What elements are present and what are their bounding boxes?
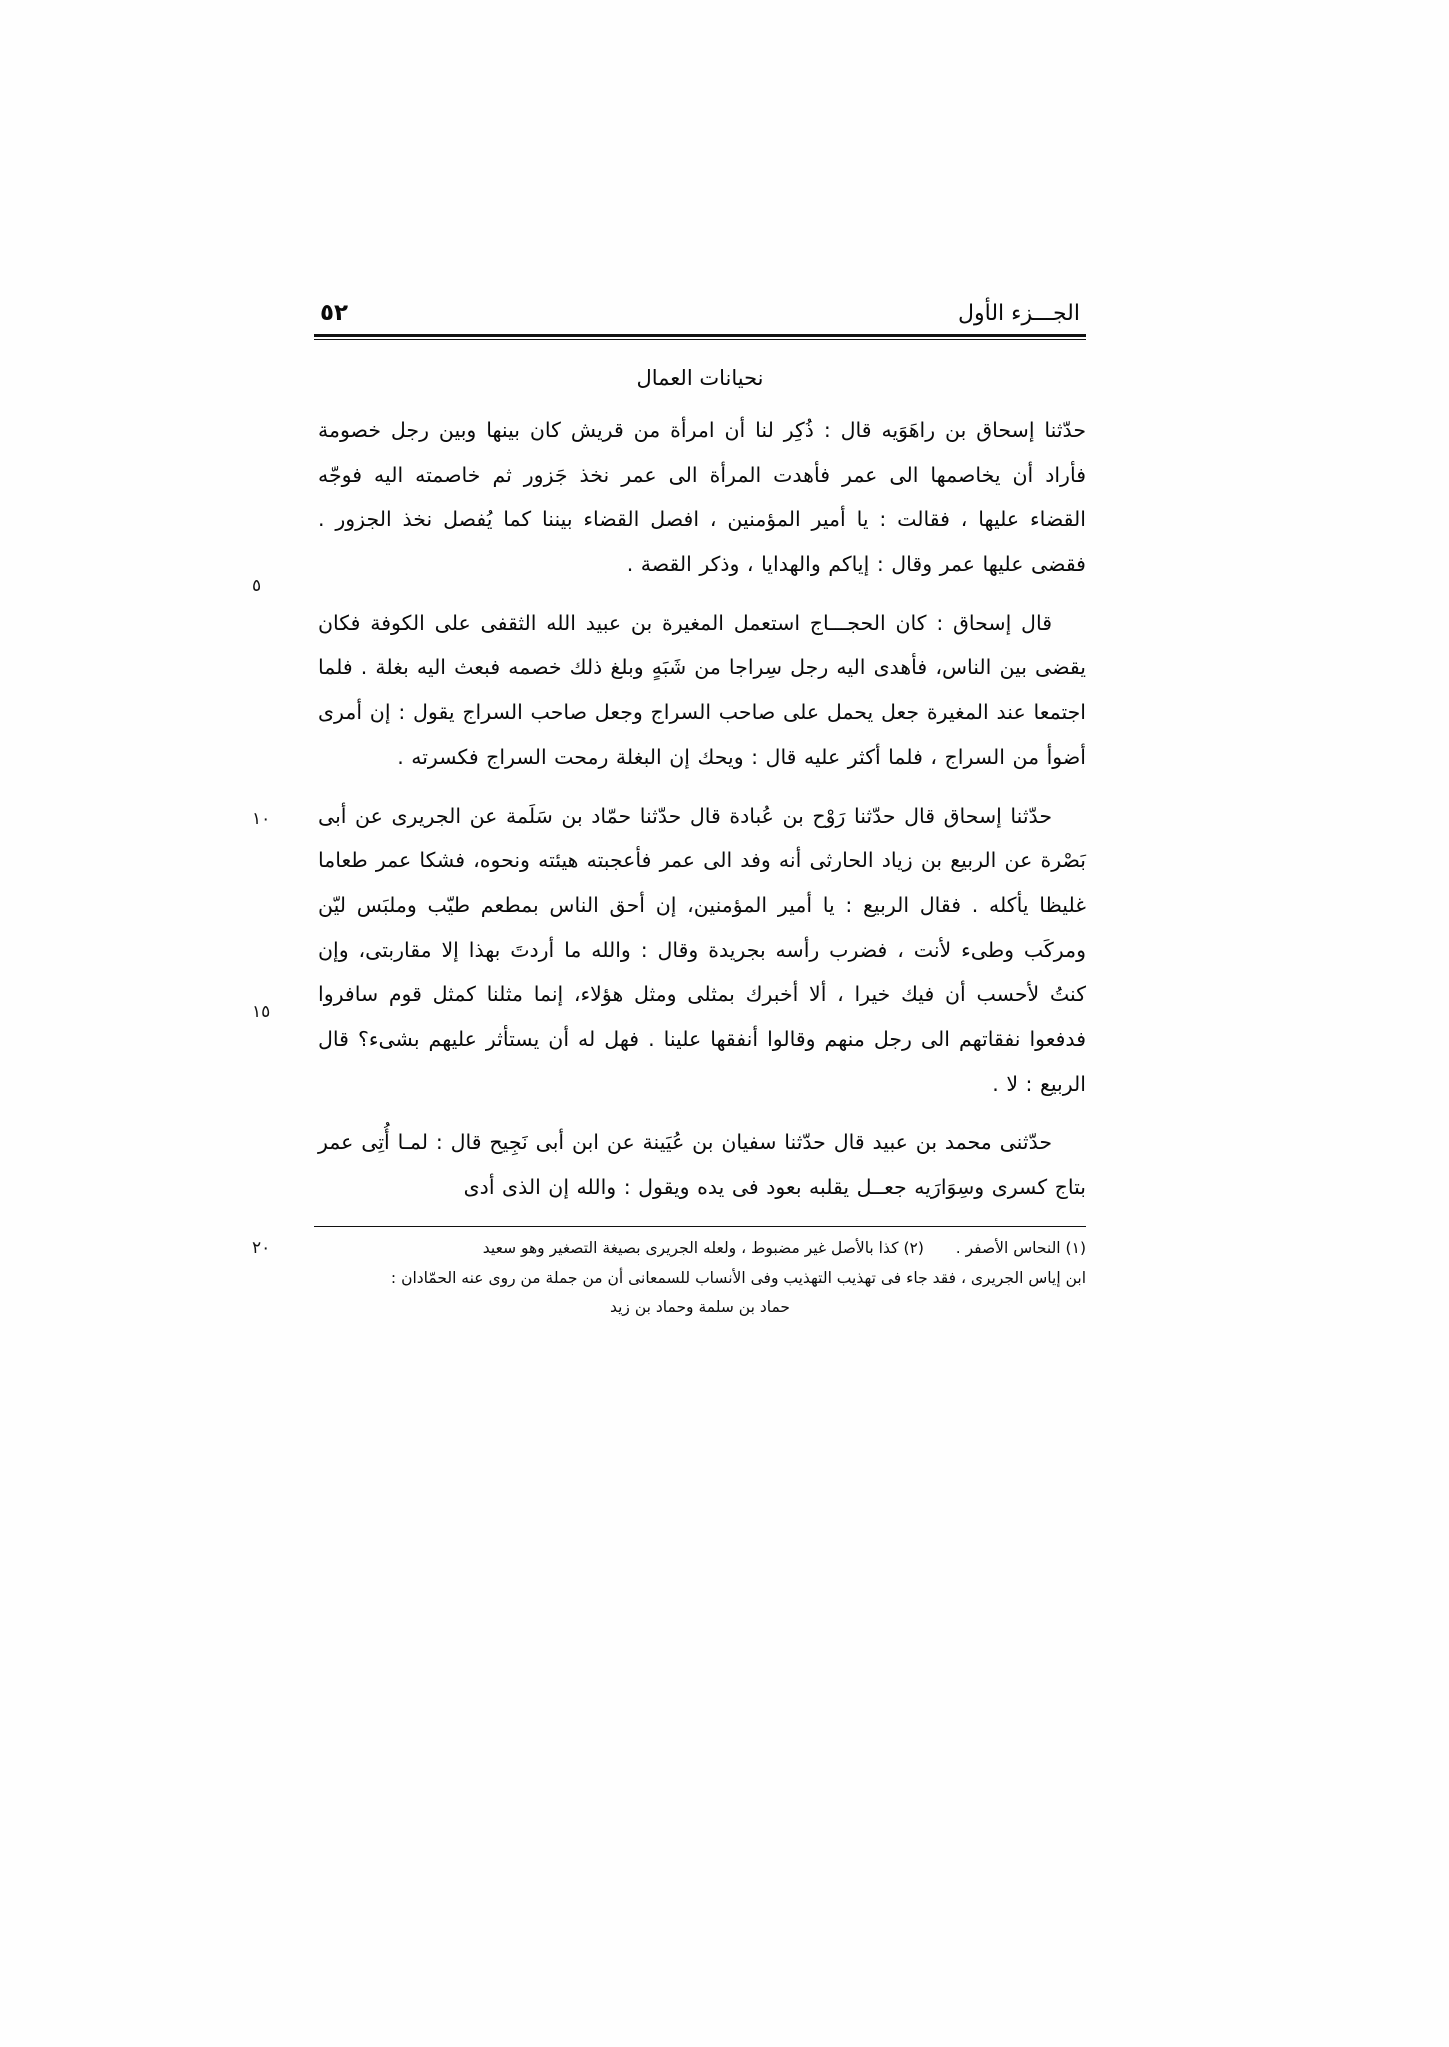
line-number-15: ١٥ xyxy=(252,1001,271,1022)
footnote-line-3: حماد بن سلمة وحماد بن زيد xyxy=(609,1298,790,1317)
paragraph-2 xyxy=(252,601,1086,829)
paragraph-4 xyxy=(314,1120,1086,1209)
page-sheet xyxy=(252,300,1100,1323)
footnote-line-2: ابن إياس الجريرى ، فقد جاء فى تهذيب التهذيب وفى الأنساب للسمعانى أن من جملة من روى عنه الحمّادان : xyxy=(390,1268,1086,1287)
line-number-5: ٥ xyxy=(252,576,262,596)
footnotes-block xyxy=(252,1226,1086,1323)
page-header xyxy=(310,300,1090,326)
footnote-2-text: كذا بالأصل غير مضبوط ، ولعله الجريرى بصيغة التصغير وهو سعيد xyxy=(482,1238,899,1257)
paragraph-1 xyxy=(252,408,1086,596)
page-body xyxy=(252,366,1086,1210)
header-rule-thick xyxy=(314,334,1086,337)
page-number: ٥٢ xyxy=(320,300,349,326)
footnote-rule xyxy=(314,1226,1086,1227)
footnote-2-marker: (٢) xyxy=(903,1238,924,1257)
paragraph-1-text: حدّثنا إسحاق بن راهَوَيه قال : ذُكِر لنا أن امرأة من قريش كان بينها وبين رجل خصومة فأراد أن يخاصمها الى عمر فأهدت المرأة الى عمر نخذ جَزور ثم خاصمته اليه فوجّه القضاء عليها ، فقالت : يا أمير المؤمنين ، افصل القضاء بيننا كما يُفصل نخذ الجزور . فقضى عليها عمر وقال : إياكم والهدايا ، وذكر القصة . xyxy=(318,418,1086,577)
running-title: الجـــزء الأول xyxy=(958,301,1080,326)
line-number-20: ٢٠ xyxy=(252,1237,271,1258)
paragraph-2-text: قال إسحاق : كان الحجـــاج استعمل المغيرة بن عبيد الله الثقفى على الكوفة فكان يقضى بين الناس، فأهدى اليه رجل سِراجا من شَبَهٍ وبلغ ذلك خصمه فبعث اليه بغلة . فلما اجتمعا عند المغيرة جعل يحمل على صاحب السراج وجعل صاحب السراج يقول : إن أمرى أضوأ من السراج ، فلما أكثر عليه قال : ويحك إن البغلة رمحت السراج فكسرته . xyxy=(318,610,1086,769)
section-heading: نحيانات العمال xyxy=(636,366,764,390)
footnote-line-1 xyxy=(252,1233,1086,1263)
line-number-10: ١٠ xyxy=(252,808,271,829)
footnote-1-text: النحاس الأصفر . xyxy=(955,1238,1061,1257)
paragraph-4-text: حدّثنى محمد بن عبيد قال حدّثنا سفيان بن عُيَينة عن ابن أبى نَجِيح قال : لمـا أُتِى عمر بتاج كسرى وسِوَارَيه جعــل يقلبه بعود فى يده ويقول : والله إن الذى أدى xyxy=(318,1130,1086,1199)
footnote-1-marker: (١) xyxy=(1065,1238,1086,1257)
header-rule-thin xyxy=(314,339,1086,340)
paragraph-3-text: حدّثنا إسحاق قال حدّثنا رَوْح بن عُبادة قال حدّثنا حمّاد بن سَلَمة عن الجريرى عن أبى بَصْرة عن الربيع بن زياد الحارثى أنه وفد الى عمر فأعجبته هيئته ونحوه، فشكا عمر طعاما غليظا يأكله . فقال الربيع : يا أمير المؤمنين، إن أحق الناس بمطعم طيّب وملبَس ليّن ومركَب وطىء لأنت ، فضرب رأسه بجريدة وقال : والله ما أردتَ بهذا إلا مقاربتى، وإن كنتُ لأحسب أن فيك خيرا ، ألا أخبرك بمثلى ومثل هؤلاء، إنما مثلنا كمثل قوم سافروا فدفعوا نفقاتهم الى رجل منهم وقالوا أنفقها علينا . فهل له أن يستأثر عليهم بشىء؟ قال الربيع : لا . xyxy=(318,803,1086,1096)
